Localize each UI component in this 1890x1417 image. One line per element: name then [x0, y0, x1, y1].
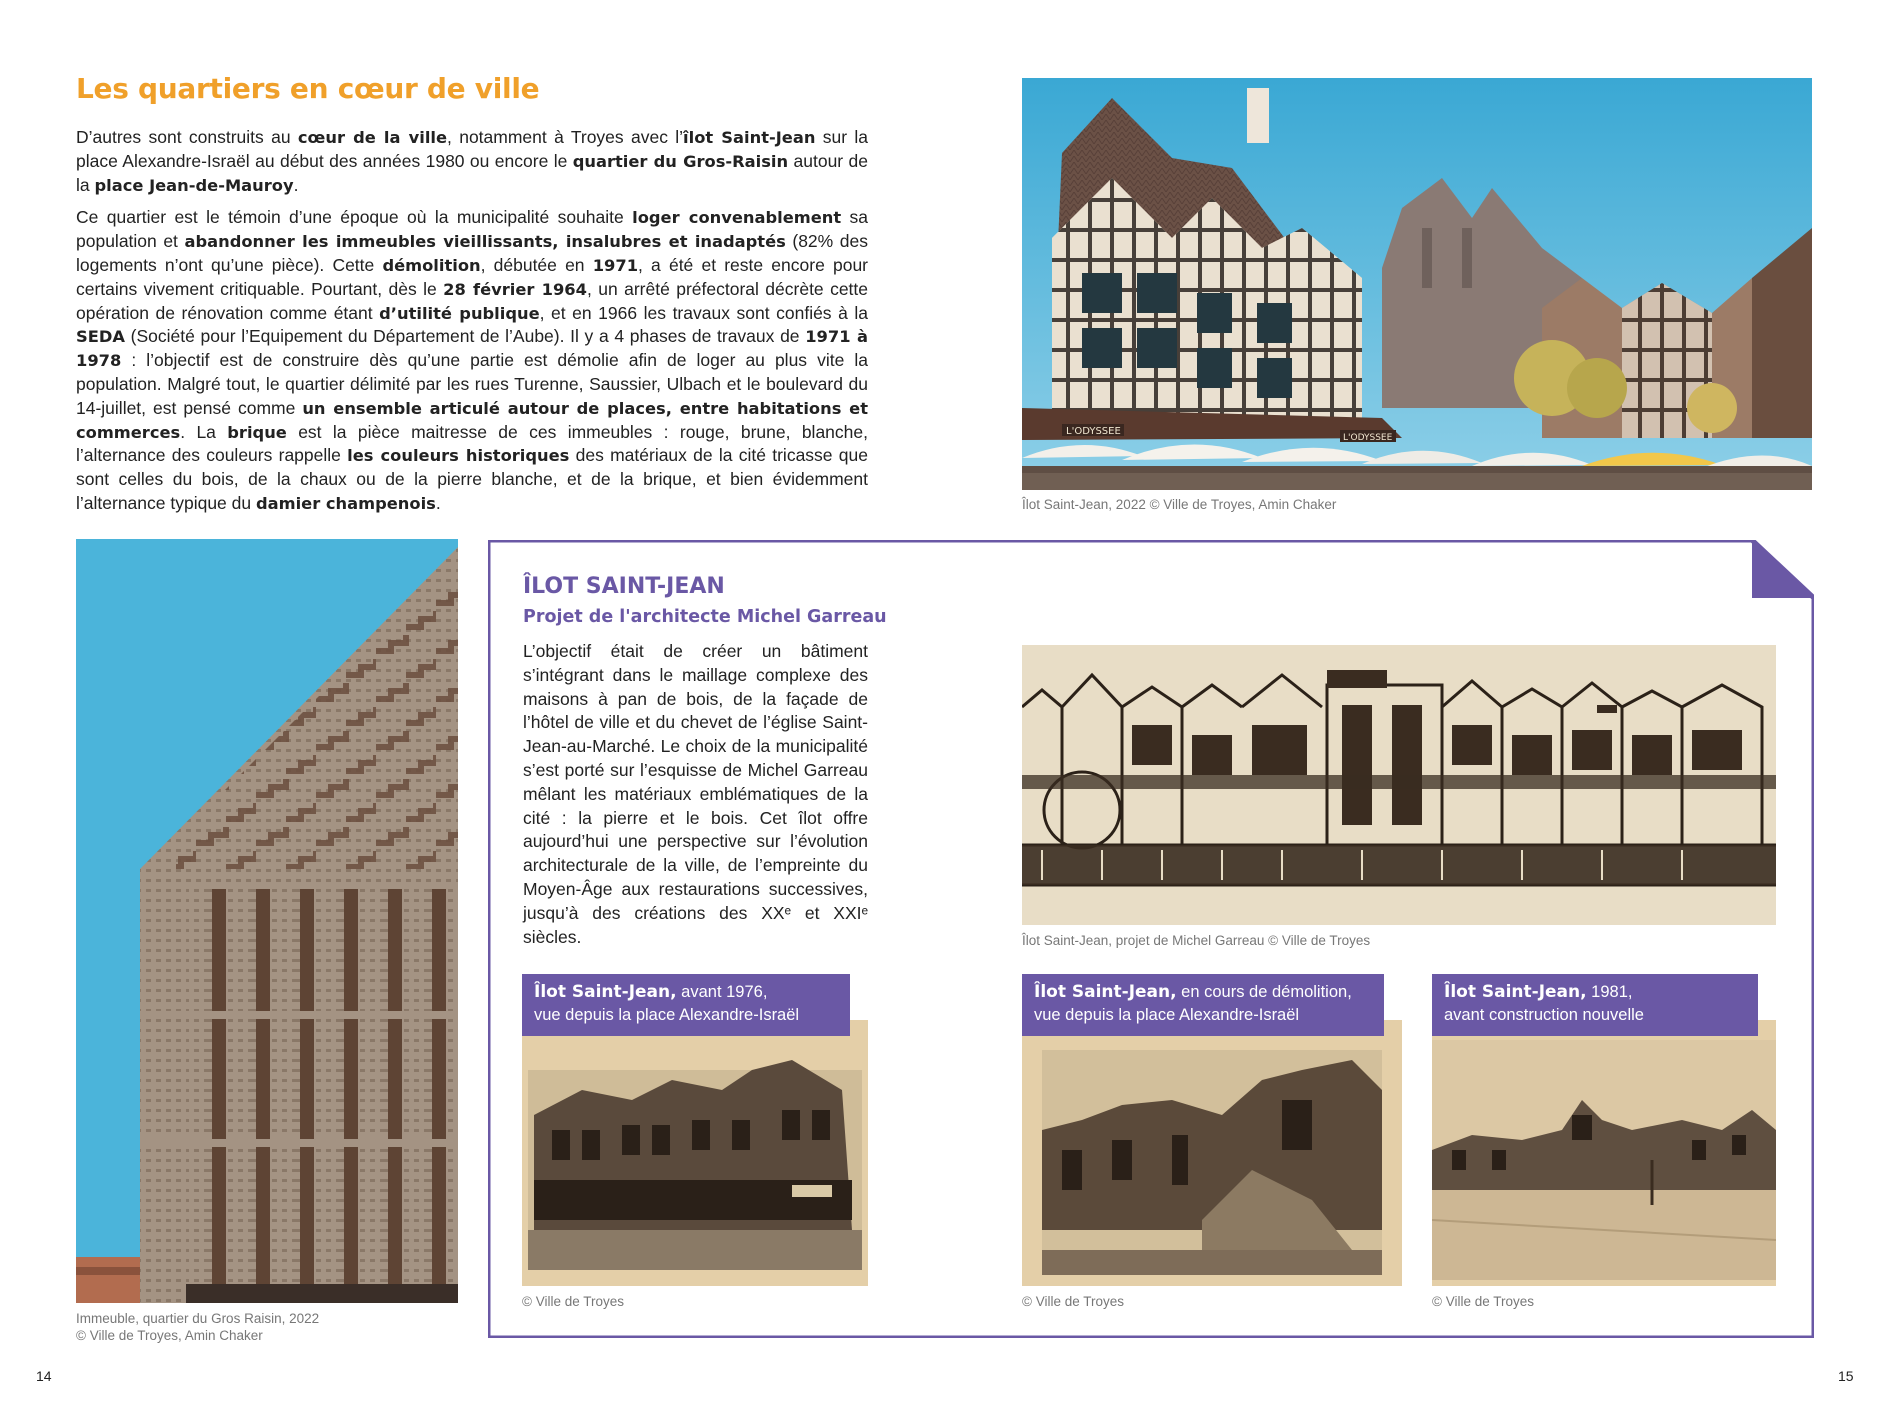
bold-phrase: SEDA: [76, 327, 125, 347]
bold-phrase: cœur de la ville: [297, 128, 448, 147]
text-run: , un arrêté préfectoral décrète cette opération de rénovation comme étant: [76, 278, 869, 323]
bold-phrase: quartier du Gros-Raisin: [572, 151, 789, 171]
bold-phrase: îlot Saint-Jean: [683, 128, 816, 147]
archive-credit-1: © Ville de Troyes: [522, 1294, 624, 1309]
intro-paragraph-2: [76, 206, 868, 515]
archive-credit-2: © Ville de Troyes: [1022, 1294, 1124, 1309]
building-caption-line-2: © Ville de Troyes, Amin Chaker: [76, 1328, 263, 1343]
archive-photo-1: [522, 1020, 868, 1286]
text-run: . La: [180, 421, 228, 442]
archive-label-1-rest: avant 1976,: [676, 983, 768, 1001]
text-run: , a été et reste encore pour certains vivement critiquable. Pourtant, dès le: [76, 254, 869, 299]
bold-phrase: 1971 à 1978: [76, 327, 868, 371]
gros-raisin-building-photo: [76, 539, 458, 1303]
sign-odyssee-2: L'ODYSSEE: [1343, 433, 1393, 443]
text-run: .: [435, 492, 441, 513]
intro-paragraph-1: [76, 126, 868, 197]
bold-phrase: loger convenablement: [632, 208, 842, 228]
page-number-right: 15: [1838, 1368, 1854, 1384]
text-run: sa population et: [76, 207, 868, 252]
archive-label-1-line2: vue depuis la place Alexandre-Israël: [534, 1006, 800, 1024]
text-run: (82% des logements n’ont qu’une pièce). Cette: [76, 231, 868, 275]
bold-phrase: les couleurs historiques: [347, 446, 570, 466]
sign-odyssee-1: L'ODYSSEE: [1066, 426, 1121, 437]
text-run: des matériaux de la cité tricasse que sont celles du bois, de la chaux ou de la pierre blanche, et de la brique, et bien évidemment l’alternance typique du: [76, 445, 868, 513]
bold-phrase: démolition: [382, 255, 481, 275]
sketch-caption: Îlot Saint-Jean, projet de Michel Garreau © Ville de Troyes: [1022, 933, 1371, 948]
archive-credit-3: © Ville de Troyes: [1432, 1294, 1534, 1309]
archive-label-3-line2: avant construction nouvelle: [1444, 1006, 1644, 1024]
bold-phrase: abandonner les immeubles vieillissants, insalubres et inadaptés: [184, 232, 786, 252]
text-run: Ce quartier est le témoin d’une époque où la municipalité souhaite: [76, 207, 633, 228]
archive-label-2-bold: Îlot Saint-Jean,: [1034, 982, 1177, 1002]
text-run: autour de la: [76, 150, 869, 195]
bold-phrase: place Jean-de-Mauroy: [94, 175, 294, 195]
text-run: : l’objectif est de construire dès qu’une partie est démolie afin de loger au plus vite la population. Malgré tout, le quartier délimité par les rues Turenne, Saussier, Ulbach et le boulevard du 14-juillet, est pensé comme: [76, 350, 868, 418]
building-caption: [76, 1310, 319, 1344]
page-number-left: 14: [36, 1368, 52, 1384]
archive-label-2: [1022, 974, 1384, 1036]
archive-photo-3: [1432, 1020, 1776, 1286]
section-heading: Les quartiers en cœur de ville: [76, 72, 540, 105]
text-run: , débutée en: [480, 254, 593, 275]
archive-label-3: [1432, 974, 1758, 1036]
archive-photo-2: [1022, 1020, 1402, 1286]
bold-phrase: brique: [227, 422, 287, 442]
text-run: (Société pour l’Equipement du Département de l’Aube). Il y a 4 phases de travaux de: [124, 326, 806, 347]
archive-label-3-rest: 1981,: [1586, 983, 1633, 1001]
text-run: .: [293, 174, 299, 195]
ilot-saint-jean-photo: [1022, 78, 1812, 490]
archive-label-2-rest: en cours de démolition,: [1176, 983, 1352, 1001]
archive-label-3-bold: Îlot Saint-Jean,: [1444, 982, 1587, 1002]
box-text: L’objectif était de créer un bâtiment s’intégrant dans le maillage complexe des maisons à pan de bois, de la façade de l’hôtel de ville et du chevet de l’église Saint-Jean-au-Marché. Le choix de la municipalité s’est porté sur l’esquisse de Michel Garreau mêlant les matériaux emblématiques de la cité : la pierre et le bois. Cet îlot offre aujourd’hui une perspective sur l’évolution architecturale de la ville, de l’empreinte du Moyen-Âge aux restaurations successives, jusqu’à des créations des XXᵉ et XXIᵉ siècles.: [523, 641, 868, 947]
text-run: , notamment à Troyes avec l’: [447, 127, 684, 147]
bold-phrase: un ensemble articulé autour de places, entre habitations et commerces: [76, 398, 868, 442]
box-subtitle: Projet de l'architecte Michel Garreau: [523, 607, 887, 627]
archive-label-1-bold: Îlot Saint-Jean,: [534, 982, 677, 1002]
bold-phrase: damier champenois: [255, 493, 436, 513]
top-photo-caption: Îlot Saint-Jean, 2022 © Ville de Troyes, Amin Chaker: [1022, 497, 1337, 512]
bold-phrase: 28 février 1964: [443, 279, 587, 299]
text-run: D’autres sont construits au: [76, 127, 298, 147]
bold-phrase: 1971: [592, 255, 639, 275]
bold-phrase: d’utilité publique: [379, 303, 540, 323]
box-title: ÎLOT SAINT-JEAN: [523, 574, 725, 599]
text-run: , et en 1966 les travaux sont confiés à la: [539, 302, 868, 323]
intro-text: [76, 126, 868, 525]
archive-label-1: [522, 974, 850, 1036]
text-run: sur la place Alexandre-Israël au début des années 1980 ou encore le: [76, 127, 868, 171]
building-caption-line-1: Immeuble, quartier du Gros Raisin, 2022: [76, 1311, 320, 1326]
garreau-sketch: [1022, 645, 1776, 925]
archive-label-2-line2: vue depuis la place Alexandre-Israël: [1034, 1006, 1300, 1024]
text-run: est la pièce maitresse de ces immeubles : rouge, brune, blanche, l’alternance des couleurs rappelle: [76, 421, 868, 466]
